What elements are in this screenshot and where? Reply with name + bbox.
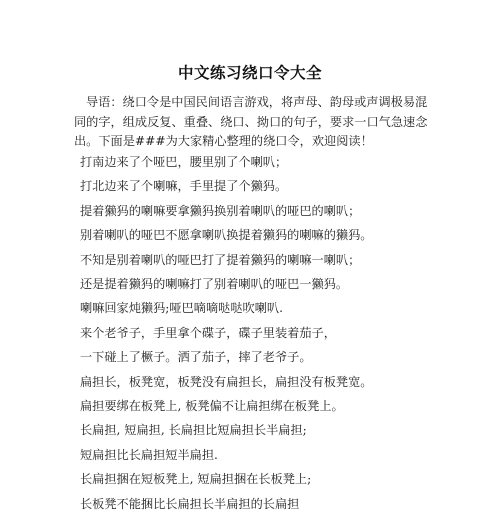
document-title: 中文练习绕口令大全 [177,64,322,82]
text-line: 扁担长，板凳宽，板凳没有扁担长，扁担没有板凳宽。 [80,374,373,389]
text-line: 提着獭犸的喇嘛要拿獭犸换别着喇叭的哑巴的喇叭； [80,203,361,218]
text-line: 不知是别着喇叭的哑巴打了提着獭犸的喇嘛一喇叭； [80,252,361,267]
text-line: 喇嘛回家炖獭犸;哑巴嘀嘀哒哒吹喇叭. [80,301,283,316]
text-line: 长扁担捆在短板凳上, 短扁担捆在长板凳上; [80,472,312,487]
text-line: 长板凳不能捆比长扁担长半扁担的长扁担 [80,496,300,511]
text-line: 来个老爷子，手里拿个碟子，碟子里装着茄子， [80,325,336,340]
text-line: 一下碰上了橛子。洒了茄子，摔了老爷子。 [80,350,312,365]
text-line: 打南边来了个哑巴，腰里别了个喇叭； [80,155,288,169]
text-line: 扁担要绑在板凳上, 板凳偏不让扁担绑在板凳上。 [80,399,344,413]
text-line: 还是提着獭犸的喇嘛打了别着喇叭的哑巴一獭犸。 [80,277,349,291]
text-line: 短扁担比长扁担短半扁担. [80,447,218,462]
text-line: 别着喇叭的哑巴不愿拿喇叭换提着獭犸的喇嘛的獭犸。 [80,228,373,243]
text-line: 长扁担, 短扁担, 长扁担比短扁担长半扁担; [80,423,307,438]
intro-paragraph: 导语：绕口令是中国民间语言游戏，将声母、韵母或声调极易混同的字，组成反复、重叠、绕口、拗口的句子，要求一口气急速念出。下面是###为大家精心整理的绕口令，欢迎阅读！ [74,95,428,148]
text-line: 打北边来了个喇嘛，手里提了个獭犸。 [80,179,288,194]
